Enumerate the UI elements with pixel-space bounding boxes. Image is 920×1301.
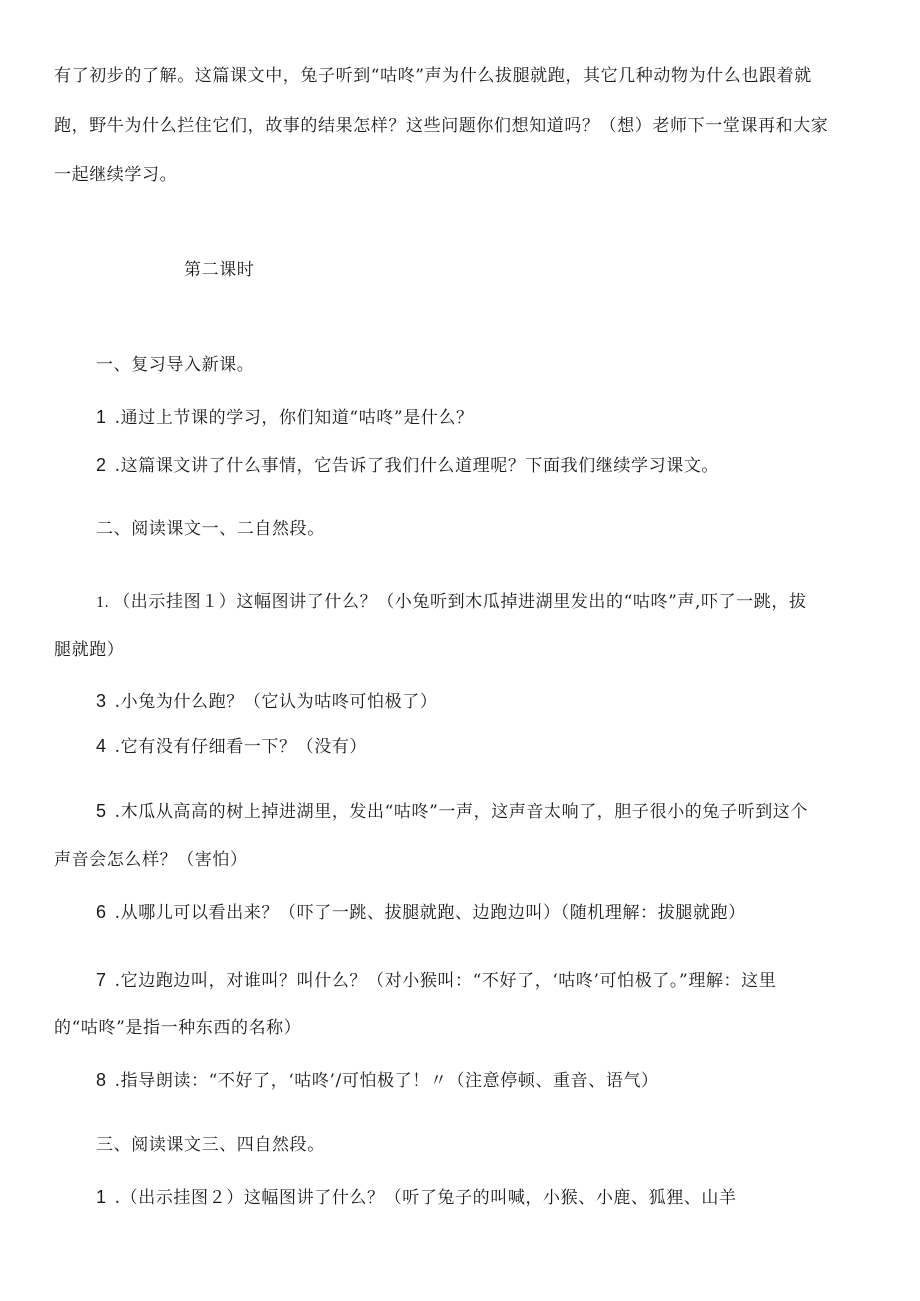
- item-text: .它边跑边叫，对谁叫？叫什么？（对小猴叫：“不好了，‘咕咚’可怕极了。”理解：这里: [114, 971, 777, 991]
- item-number: 5: [96, 801, 107, 821]
- item-number: 1: [96, 1187, 107, 1207]
- section-2-heading: 二、阅读课文一、二自然段。: [96, 519, 325, 539]
- item-text: .它有没有仔细看一下？（没有）: [114, 737, 368, 757]
- item-text: .（出示挂图２）这幅图讲了什么？（听了兔子的叫喊，小猴、小鹿、狐狸、山羊: [114, 1188, 737, 1208]
- item-number: 7: [96, 970, 107, 990]
- item-number: 1: [96, 407, 107, 427]
- section-1-item-1: [96, 405, 474, 430]
- item-text: .从哪儿可以看出来？（吓了一跳、拔腿就跑、边跑边叫）（随机理解：拔腿就跑）: [114, 903, 746, 923]
- intro-line-2: 跑，野牛为什么拦住它们，故事的结果怎样？这些问题你们想知道吗？（想）老师下一堂课再和大家: [54, 116, 829, 136]
- item-number: 8: [96, 1070, 107, 1090]
- section-2-item-4: [96, 734, 367, 759]
- item-text: .通过上节课的学习，你们知道“咕咚”是什么？: [114, 408, 474, 428]
- section-2-item-1-line-2: 腿就跑）: [54, 640, 125, 660]
- section-2-item-5-line-2: 声音会怎么样？（害怕）: [54, 850, 248, 870]
- intro-line-3: 一起继续学习。: [54, 165, 178, 185]
- section-2-item-7-line-1: [96, 968, 776, 993]
- intro-line-1: 有了初步的了解。这篇课文中，兔子听到“咕咚”声为什么拔腿就跑，其它几种动物为什么也跟着就: [54, 66, 812, 86]
- section-2-item-6: [96, 900, 746, 925]
- section-2-item-7-line-2: 的“咕咚”是指一种东西的名称）: [54, 1018, 302, 1038]
- lesson-title: 第二课时: [184, 260, 255, 280]
- section-2-item-3: [96, 689, 437, 714]
- section-1-heading: 一、复习导入新课。: [96, 355, 255, 375]
- section-1-item-2: [96, 453, 719, 478]
- item-text: .这篇课文讲了什么事情，它告诉了我们什么道理呢？下面我们继续学习课文。: [114, 456, 720, 476]
- item-number: 1.: [96, 594, 110, 611]
- section-3-heading: 三、阅读课文三、四自然段。: [96, 1135, 325, 1155]
- section-2-item-1-line-1: [96, 590, 807, 615]
- item-text: .木瓜从高高的树上掉进湖里，发出“咕咚”一声，这声音太响了，胆子很小的兔子听到这个: [114, 802, 809, 822]
- section-2-item-5-line-1: [96, 799, 808, 824]
- item-text: .指导朗读：“不好了，‘咕咚’/可怕极了！〃（注意停顿、重音、语气）: [114, 1071, 659, 1091]
- item-number: 4: [96, 736, 107, 756]
- item-number: 3: [96, 691, 107, 711]
- section-3-item-1: [96, 1185, 737, 1210]
- section-2-item-8: [96, 1068, 659, 1093]
- item-number: 6: [96, 902, 107, 922]
- item-text: .小兔为什么跑？（它认为咕咚可怕极了）: [114, 692, 438, 712]
- item-number: 2: [96, 455, 107, 475]
- item-text: （出示挂图１）这幅图讲了什么？（小兔听到木瓜掉进湖里发出的“咕咚”声,吓了一跳，拔: [113, 592, 807, 612]
